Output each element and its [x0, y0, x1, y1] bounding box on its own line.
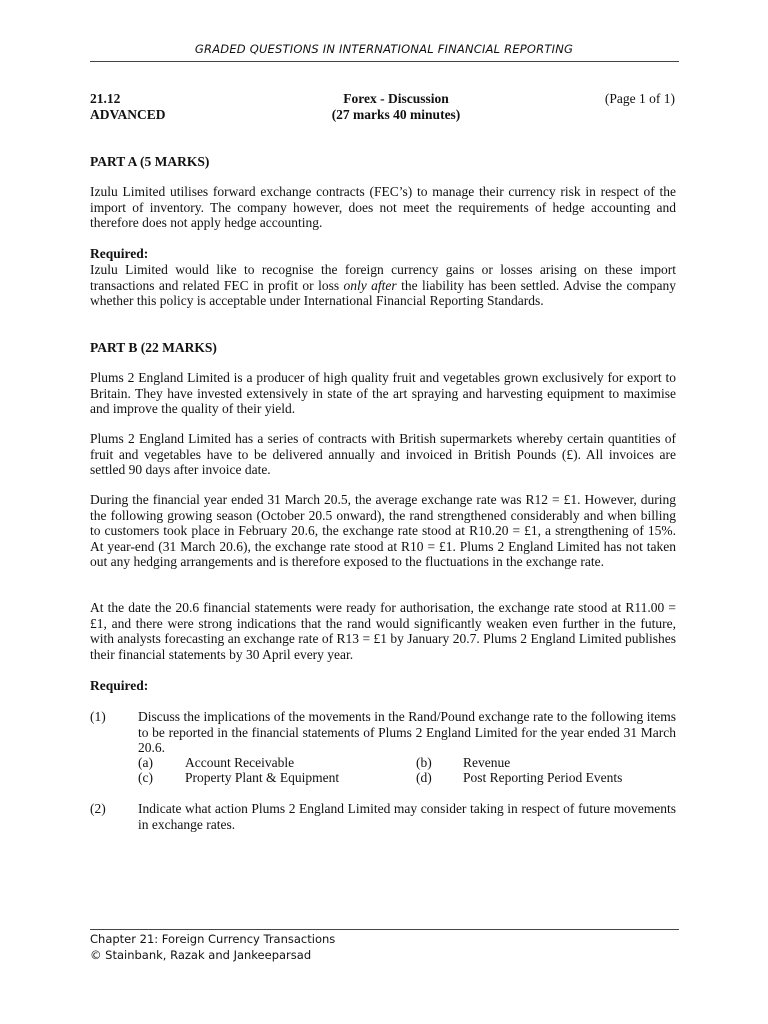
part-a-required-text-end: the liability has been settled. Advise the company whether this policy is acceptable under International Financial Reporting Standards. — [90, 277, 677, 308]
running-header: GRADED QUESTIONS IN INTERNATIONAL FINANCIAL REPORTING — [194, 42, 574, 56]
subitem-label: (d) — [416, 770, 432, 785]
subitem-label: (a) — [138, 755, 153, 770]
page-indicator: (Page 1 of 1) — [604, 91, 675, 106]
part-b-paragraph-3: During the financial year ended 31 March 20.5, the average exchange rate was R12 = £1. However, during the following growing season (October 20.5 onward), the rand strengthened considerably and when billing to customers took place in February 20.6, the exchange rate stood at R10.20 = £1, a strengthening of 15%. At year-end (31 March 20.6), the exchange rate stood at R10 = £1. Plums 2 England Limited has not taken out any hedging arrangements and is therefore exposed to the fluctuations in the exchange rate. — [90, 492, 676, 569]
subitem-text: Post Reporting Period Events — [463, 770, 623, 785]
part-a-required-text-start: Izulu Limited would like to recognise the foreign currency gains or losses arising on these import transactions and related FEC in profit or loss — [90, 262, 676, 293]
required-item-2-text: Indicate what action Plums 2 England Limited may consider taking in respect of future movements in exchange rates. — [138, 801, 676, 832]
part-a-required-heading: Required: — [90, 246, 149, 261]
part-b-heading: PART B (22 MARKS) — [90, 340, 217, 355]
part-b-paragraph-4: At the date the 20.6 financial statements were ready for authorisation, the exchange rate stood at R11.00 = £1, and there were strong indications that the rand would significantly weaken even further in the future, with analysts forecasting an exchange rate of R13 = £1 by January 20.7. Plums 2 England Limited publishes their financial statements by 30 April every year. — [90, 600, 676, 662]
part-b-paragraph-1: Plums 2 England Limited is a producer of high quality fruit and vegetables grown exclusively for export to Britain. They have invested extensively in state of the art spraying and harvesting equipment to maximise and improve the quality of their yield. — [90, 370, 676, 416]
required-item-2-number: (2) — [90, 801, 106, 816]
part-a-required-text — [90, 262, 676, 309]
subitem-text: Account Receivable — [185, 755, 295, 770]
part-a-intro: Izulu Limited utilises forward exchange contracts (FEC’s) to manage their currency risk in respect of the import of inventory. The company however, does not meet the requirements of hedge accounting and therefore does not apply hedge accounting. — [90, 184, 676, 230]
question-marks: (27 marks 40 minutes) — [331, 107, 461, 122]
footer-divider — [90, 929, 679, 930]
question-title: Forex - Discussion — [343, 91, 449, 106]
question-number: 21.12 — [90, 91, 121, 106]
part-b-paragraph-2: Plums 2 England Limited has a series of contracts with British supermarkets whereby certain quantities of fruit and vegetables have to be delivered annually and invoiced in British Pounds (£). All invoices are settled 90 days after invoice date. — [90, 431, 676, 477]
required-item-1-text: Discuss the implications of the movements in the Rand/Pound exchange rate to the following items to be reported in the financial statements of Plums 2 England Limited for the year ended 31 March 20.6. — [138, 709, 676, 755]
question-level: ADVANCED — [90, 107, 166, 122]
part-b-required-heading: Required: — [90, 678, 149, 693]
subitem-label: (c) — [138, 770, 153, 785]
subitem-text: Revenue — [463, 755, 511, 770]
subitem-text: Property Plant & Equipment — [185, 770, 340, 785]
subitem-label: (b) — [416, 755, 432, 770]
part-a-required-emphasis: only after — [343, 277, 397, 293]
footer-chapter: Chapter 21: Foreign Currency Transactions — [90, 932, 336, 946]
required-item-1-number: (1) — [90, 709, 106, 724]
header-divider — [90, 61, 679, 62]
part-a-heading: PART A (5 MARKS) — [90, 154, 210, 169]
footer-copyright: © Stainbank, Razak and Jankeeparsad — [90, 948, 312, 962]
